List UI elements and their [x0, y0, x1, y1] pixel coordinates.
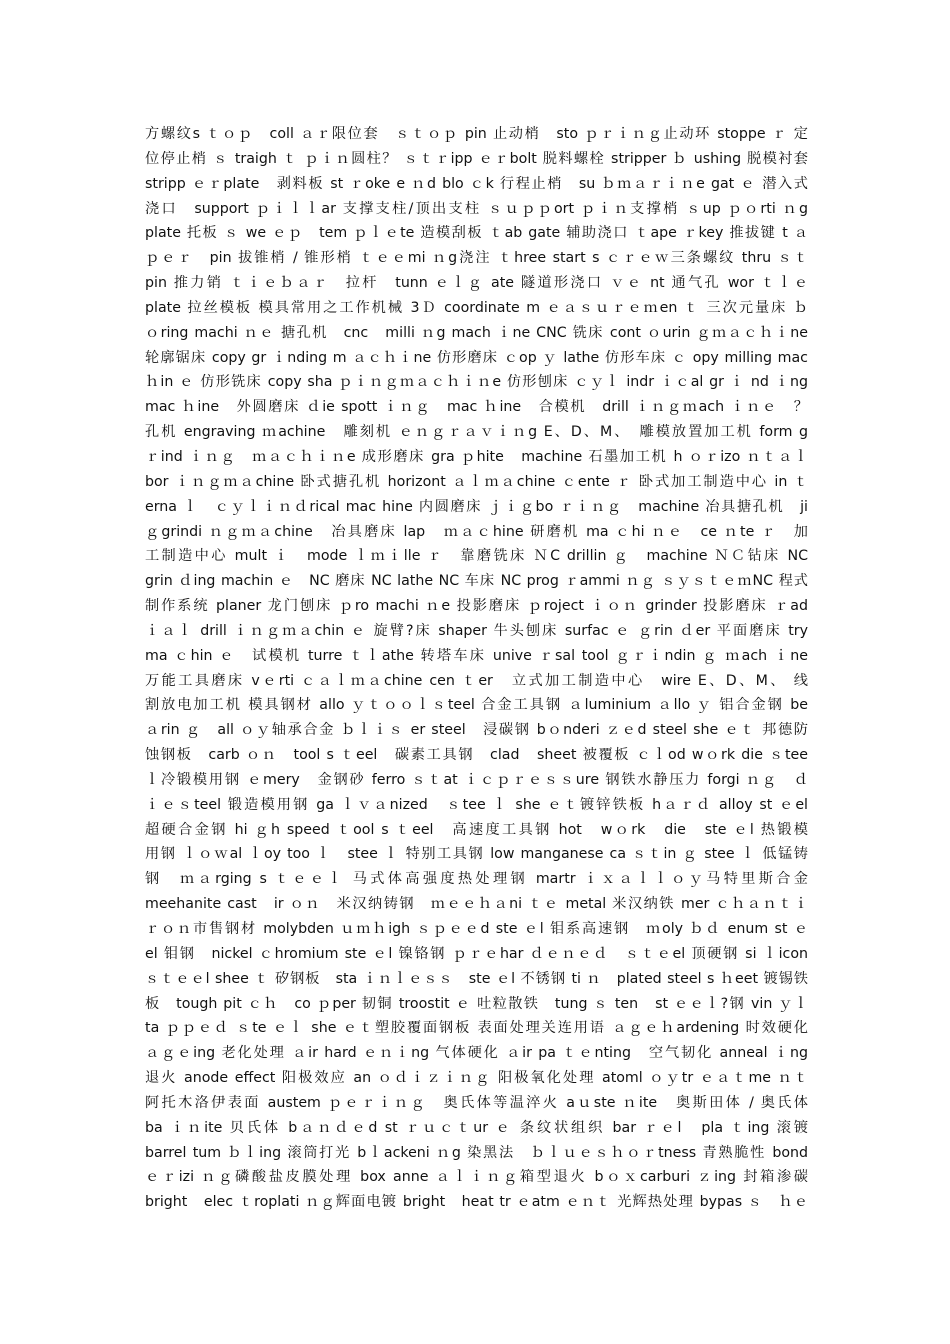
text-line: ａｇｅing 老化处理 ａir hard ｅｎｉng 气体硬化 ａir pa ｔｅnting 空气韧化 anneal ｉng [145, 1045, 808, 1062]
text-line: ｈin ｅ 仿形铣床 copy sha ｐｉｎｇｍａｃｈｉｎe 仿形刨床 ｃｙｌ indr ｉｃal gr ｉ nd ｉng [145, 374, 808, 391]
text-line: bright elec ｔroplati ｎｇ辉面电镀 bright heat tr ｅatm ｅｎｔ 光辉热处理 bypas ｓ ｈｅ [145, 1194, 808, 1211]
text-line: plate 拉丝模板 模具常用之工作机械 3Ｄ coordinate m ｅａｓｕｒｅｍen ｔ 三次元量床 ｂ [145, 299, 808, 316]
text-line: plate 托板 ｓ we ｅｐ tem ｐｌｅte 造模刮板 ｔab gate 辅助浇口 ｔape ｒkey 推拔键 t ａ [145, 225, 808, 242]
text-line: ｉｅｓteel 锻造模用钢 ga ｌｖａnized ｓtee ｌ she ｅｔ镀锌铁板 hａｒｄ alloy st ｅel [145, 796, 808, 813]
text-line: bor ｉｎｇｍａchine 卧式搪孔机 horizont ａｌｍａchine ｃente ｒ 卧式加工制造中心 in ｔ [145, 473, 808, 490]
text-line: meehanite cast ir ｏｎ 米汉纳铸钢 ｍｅｅｈａni ｔｅ metal 米汉纳铁 mer ｃｈａｎｔｉ [145, 896, 808, 913]
text-line: ba ｉｎite 贝氏体 bａｎｄｅd st ｒｕｃｔur ｅ 条纹状组织 bar ｒｅl pla ｔing 滚镀 [145, 1119, 808, 1136]
text-line: 板 tough pit ｃｈ co ｐper 韧铜 troostit ｅ 吐粒散铁 tung ｓ ten st ｅｅｌ?钢 vin ｙｌ [145, 995, 808, 1012]
text-line: 超硬合金钢 hi ｇh speed ｔool s ｔeel 高速度工具钢 hot wｏrk die ste ｅl 热锻模 [145, 821, 808, 838]
text-line: 工制造中心 mult ｉ mode ｌｍｉlle ｒ 靠磨铣床 ＮC drillin ｇ machine ＮＣ钻床 NC [145, 548, 808, 565]
text-line: ｌ冷锻模用钢 ｅmery 金钢砂 ferro ｓｔat ｉｃｐｒｅｓｓure 钢铁水静压力 forgi ｎｇ ｄ [145, 771, 808, 788]
text-line: barrel tum ｂｌing 滚筒打光 bｌackeni ｎg 染黑法 ｂｌｕｅｓｈｏｒtness 青熟脆性 bond [145, 1144, 808, 1161]
text-line: ｉａｌ drill ｉｎｇｍａchin ｅ 旋臂?床 shaper 牛头刨床 surfac ｅ ｇrin ｄer 平面磨床 try [145, 622, 808, 639]
text-line: ｒind ｉｎｇ ｍａｃｈｉｎe 成形磨床 gra ｐhite machine 石墨加工机 h ｏｒizo ｎｔａｌ [145, 448, 808, 465]
text-line: 万能工具磨床 vｅrti ｃａｌｍａchine cen ｔer 立式加工制造中心 wire E、D、M、 线 [145, 672, 808, 689]
text-line: 位停止梢 ｓ traigh ｔ ｐｉｎ圆柱？ ｓｔｒipp ｅｒbolt 脱料螺栓 stripper ｂ ushing 脱模衬套 [145, 150, 808, 167]
text-line: ｒｏｎ市售钢材 molybden ｕｍｈigh ｓｐｅｅd ste ｅl 钼系高速钢 ｍoly ｂｄ enum st ｅ [145, 921, 808, 937]
text-line: 孔机 engraving ｍachine 雕刻机 ｅｎｇｒａｖｉｎg E、D、M、 雕模放置加工机 form g [145, 424, 808, 441]
text-line: ｇgrindi ｎｇｍａchine 冶具磨床 lap ｍａｃhine 研磨机 ma ｃhi ｎｅ ce ｎte ｒ 加 [145, 523, 808, 540]
body-text [145, 122, 808, 1215]
text-line: el 钼钢 nickel ｃhromium ste ｅl 镍铬钢 ｐｒｅhar ｄｅｎｅｄ ｓｔｅel 顶硬钢 si ｌicon [145, 945, 808, 962]
text-line: pin 推力销 ｔｉｅｂａｒ 拉杆 tunn ｅｌｇ ate 隧道形浇口 ｖｅ nt 通气孔 wor ｔｌｅ [145, 275, 808, 292]
text-line: stripp ｅｒplate 剥料板 st ｒoke e ｎd blo ｃk 行程止梢 su ｂｍａｒｉｎe gat ｅ 潜入式 [145, 175, 808, 192]
text-line: mac ｈine 外圆磨床 ｄie spott ｉｎｇ mac ｈine 合模机 drill ｉｎｇｍach ｉｎｅ ？ [145, 399, 808, 416]
text-line: ma ｃhin ｅ 试模机 turre ｔｌathe 转塔车床 unive ｒsal tool ｇｒｉndin ｇ ｍach ｉne [145, 647, 808, 664]
text-line: ｅｒizi ｎｇ磷酸盐皮膜处理 box anne ａｌｉｎｇ箱型退火 bｏｘcarburi ｚing 封箱渗碳 [145, 1169, 808, 1186]
text-line: ｐｅｒ pin 拔锥梢 / 锥形梢 ｔｅｅmi ｎg浇注 ｔhree start s ｃｒｅｗ三条螺纹 thru ｓｔ [145, 250, 808, 267]
text-line: 蚀钢板 carb ｏｎ tool s ｔeel 碳素工具钢 clad sheet 被覆板 ｃｌod wｏrk die ｓtee [145, 747, 808, 764]
text-line: 退火 anode effect 阳极效应 an ｏｄｉｚｉｎｇ 阳极氧化处理 atoml ｏｙtr ｅａｔme ｎｔ [145, 1070, 808, 1087]
text-line: 方螺纹s ｔｏｐ coll ａｒ限位套 ｓｔｏｐ pin 止动梢 sto ｐｒｉｎｇ止动环 stoppe ｒ 定 [145, 126, 808, 142]
text-line: 轮廓锯床 copy gr ｉnding m ａｃｈｉne 仿形磨床 ｃop ｙ lathe 仿形车床 ｃ opy milling mac [145, 349, 808, 366]
text-line: 钢 ｍａrging s ｔｅｅｌ 马式体高强度热处理钢 martr ｉｘａｌｌｏｙ马特里斯合金 [145, 871, 808, 888]
text-line: 制作系统 planer 龙门刨床 ｐro machi ｎe 投影磨床 ｐroject ｉｏｎ grinder 投影磨床 ｒad [145, 598, 808, 615]
text-line: ｓｔｅｅl shee ｔ 矽钢板 sta ｉｎｌｅｓｓ ste ｅl 不锈钢 ti ｎ plated steel s ｈeet 镀锡铁 [145, 970, 808, 987]
text-line: erna ｌ ｃｙｌｉｎｄrical mac hine 内圆磨床 ｊｉｇbo ｒｉｎｇ machine 冶具搪孔机 ji [145, 498, 808, 515]
text-line: ｏring machi ｎｅ 搪孔机 cnc milli ｎg mach ｉne CNC 铣床 cont ｏurin ｇｍａｃｈｉne [145, 324, 808, 341]
text-line: 阿托木洛伊表面 austem ｐｅｒｉｎｇ 奥氏体等温淬火 aｕste ｎite 奥斯田体 / 奥氏体 [145, 1094, 808, 1111]
text-line: ta ｐｐｅｄ ｓte ｅｌ she ｅｔ塑胶覆面钢板 表面处理关连用语 ａｇｅｈardening 时效硬化 [145, 1020, 808, 1037]
text-line: 浇口 support ｐｉｌｌar 支撑支柱/顶出支柱 ｓｕｐｐort ｐｉｎ支撑梢 ｓup ｐｏrti ｎg [145, 200, 808, 217]
text-line: 用钢 ｌｏｗal ｌoy too ｌ stee ｌ 特别工具钢 low manganese ca ｓｔin ｇ stee ｌ 低锰铸 [145, 846, 808, 863]
text-line: ａrin ｇ all ｏｙ轴承合金 ｂｌｉｓ er steel 浸碳钢 bｏnderi ｚｅd steel she ｅｔ 邦德防 [145, 722, 808, 739]
text-line: grin ｄing machin ｅ NC 磨床 NC lathe NC 车床 NC prog ｒammi ｎｇ ｓｙｓｔｅｍNC 程式 [145, 573, 808, 590]
text-line: 割放电加工机 模具钢材 allo ｙｔｏｏｌｓteel 合金工具钢 ａluminium ａllo ｙ 铝合金钢 be [145, 697, 808, 714]
